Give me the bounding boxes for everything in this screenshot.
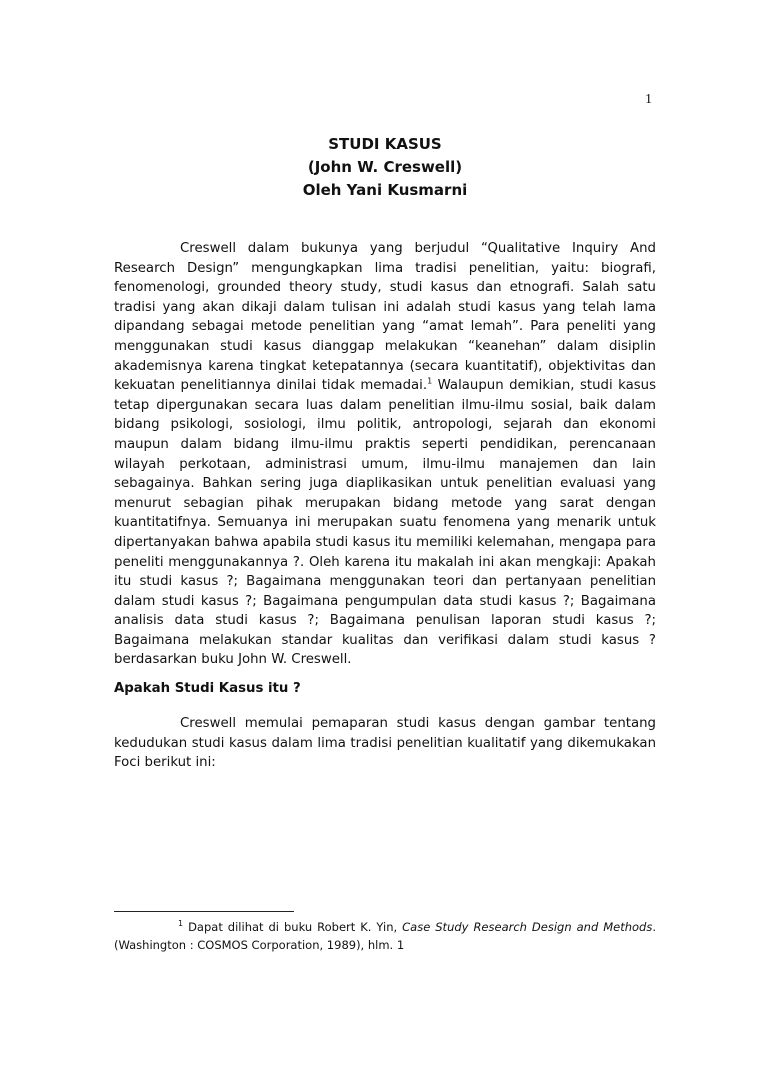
section-heading: Apakah Studi Kasus itu ? [114,681,301,696]
intro-paragraph [114,239,656,670]
intro-text-a: Creswell dalam bukunya yang berjudul “Qualitative Inquiry And Research Design” mengungkapkan lima tradisi penelitian, yaitu: biografi, fenomenologi, grounded theory study, studi kasus dan etnografi. Salah satu tradisi yang akan dikaji dalam tulisan ini adalah studi kasus yang telah lama dipandang sebagai metode penelitian yang “amat lemah”. Para peneliti yang menggunakan studi kasus dianggap melakukan “keanehan” dalam disiplin akademisnya karena tingkat ketepatannya (secara kuantitatif), objektivitas dan kekuatan penelitiannya dinilai tidak memadai. [114,241,656,394]
intro-text-b: Walaupun demikian, studi kasus tetap dipergunakan secara luas dalam penelitian ilmu-ilmu sosial, baik dalam bidang psikologi, sosiologi, ilmu politik, antropologi, sejarah dan ekonomi maupun dalam bidang ilmu-ilmu praktis seperti pendidikan, perencanaan wilayah perkotaan, administrasi umum, ilmu-ilmu manajemen dan lain sebagainya. Bahkan sering juga diaplikasikan untuk penelitian evaluasi yang menurut sebagian pihak merupakan bidang metode yang sarat dengan kuantitatifnya. Semuanya ini merupakan suatu fenomena yang menarik untuk dipertanyakan bahwa apabila studi kasus itu memiliki kelemahan, mengapa para peneliti menggunakannya ?. Oleh karena itu makalah ini akan mengkaji: Apakah itu studi kasus ?; Bagaimana menggunakan teori dan pertanyaan penelitian dalam studi kasus ?; Bagaimana pengumpulan data studi kasus ?; Bagaimana analisis data studi kasus ?; Bagaimana penulisan laporan studi kasus ?; Bagaimana melakukan standar kualitas dan verifikasi dalam studi kasus ? berdasarkan buku John W. Creswell. [114,378,657,668]
title-byline: Oleh Yani Kusmarni [302,181,468,199]
title-author-line: (John W. Creswell) [307,158,463,176]
footnote-reference: 1 [427,376,433,386]
footnote [114,918,656,954]
footnote-book-title: Case Study Research Design and Methods [402,920,653,934]
document-title [240,133,530,202]
footnote-text-after: . (Washington : COSMOS Corporation, 1989), hlm. 1 [114,920,657,952]
footnote-text-before: Dapat dilihat di buku Robert K. Yin, [183,920,403,934]
footnote-number: 1 [178,919,184,929]
section-paragraph: Creswell memulai pemaparan studi kasus dengan gambar tentang kedudukan studi kasus dalam lima tradisi penelitian kualitatif yang dikemukakan Foci berikut ini: [114,716,656,771]
page-number: 1 [645,92,652,107]
footnote-indent [114,920,183,934]
title-line: STUDI KASUS [328,135,442,153]
footnote-divider [114,911,294,912]
